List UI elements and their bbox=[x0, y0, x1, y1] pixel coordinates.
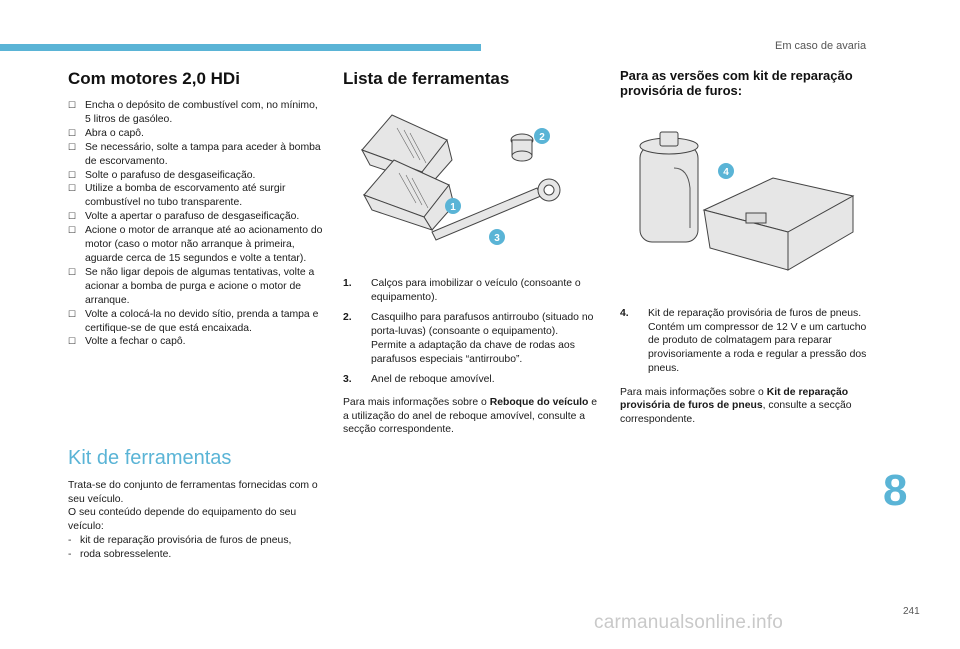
priming-step: ☐ Se não ligar depois de algumas tentativas, volte a acionar a bomba de purga e acione o motor de arranque. bbox=[68, 266, 324, 308]
page-number: 241 bbox=[903, 606, 920, 617]
priming-step: ☐ Acione o motor de arranque até ao acionamento do motor (caso o motor não arranque à primeira, aguarde cerca de 15 segundos e volte a tentar). bbox=[68, 224, 324, 266]
tool-list-heading: Lista de ferramentas bbox=[343, 69, 510, 88]
priming-step: ☐ Volte a fechar o capô. bbox=[68, 335, 324, 349]
callout-4: 4 bbox=[723, 167, 729, 178]
item-text: Anel de reboque amovível. bbox=[371, 374, 495, 386]
engine-heading: Com motores 2,0 HDi bbox=[68, 69, 240, 88]
repair-kit-list bbox=[620, 307, 876, 376]
item-number: 3. bbox=[343, 374, 352, 386]
callout-2: 2 bbox=[539, 132, 545, 143]
header-accent-bar bbox=[0, 44, 481, 51]
callout-1: 1 bbox=[450, 202, 456, 213]
priming-steps-list bbox=[68, 99, 324, 349]
kit-more-link: Kit de reparação provisória de furos de pneus bbox=[620, 386, 849, 412]
repair-kit-items bbox=[620, 307, 876, 427]
repair-kit-heading: Para as versões com kit de reparação provisória de furos: bbox=[620, 68, 853, 98]
watermark: carmanualsonline.info bbox=[594, 612, 784, 633]
wheel-chock-icon bbox=[362, 115, 454, 230]
chapter-number: 8 bbox=[883, 466, 908, 515]
kit-more-suffix: , consulte a secção correspondente. bbox=[620, 400, 852, 425]
toolkit-item: - roda sobresselente. bbox=[68, 548, 324, 562]
item-text: Kit de reparação provisória de furos de pneus. bbox=[648, 308, 862, 319]
column-repair-kit bbox=[620, 68, 876, 98]
toolkit-intro bbox=[68, 479, 324, 562]
tool-more-info bbox=[343, 396, 599, 437]
toolkit-item: - kit de reparação provisória de furos de pneus, bbox=[68, 534, 324, 548]
toolkit-content-text: O seu conteúdo depende do equipamento do seu veículo: bbox=[68, 507, 297, 533]
toolkit-intro-text: Trata-se do conjunto de ferramentas fornecidas com o seu veículo. bbox=[68, 480, 318, 505]
tool-item bbox=[343, 277, 599, 304]
compressor-icon bbox=[704, 178, 853, 270]
priming-step: ☐ Volte a colocá-la no devido sítio, prenda a tampa e certifique-se de que está encaixada. bbox=[68, 308, 324, 336]
kit-more-prefix: Para mais informações sobre o bbox=[620, 386, 767, 398]
more-info-suffix: e a utilização do anel de reboque amovível, consulte a secção correspondente. bbox=[343, 396, 598, 436]
antitheft-socket-icon bbox=[511, 134, 533, 161]
item-extra: Contém um compressor de 12 V e um cartucho de produto de colmatagem para reparar provisoriamente a roda e regular a pressão dos pneus. bbox=[648, 321, 867, 374]
priming-step: ☐ Se necessário, solte a tampa para aceder à bomba de escorvamento. bbox=[68, 141, 324, 169]
priming-step: ☐ Utilize a bomba de escorvamento até surgir combustível no tubo transparente. bbox=[68, 182, 324, 210]
priming-step: ☐ Abra o capô. bbox=[68, 127, 324, 141]
sealant-cartridge-icon bbox=[640, 132, 698, 242]
priming-step: ☐ Solte o parafuso de desgaseificação. bbox=[68, 169, 324, 183]
item-number: 1. bbox=[343, 278, 352, 289]
tool-item bbox=[620, 307, 876, 376]
item-number: 4. bbox=[620, 308, 629, 319]
tool-item bbox=[343, 311, 599, 366]
item-number: 2. bbox=[343, 312, 352, 324]
repair-kit-illustration bbox=[628, 128, 858, 286]
priming-step: ☐ Encha o depósito de combustível com, no mínimo, 5 litros de gasóleo. bbox=[68, 99, 324, 127]
more-info-link: Reboque do veículo bbox=[489, 396, 589, 408]
column-tool-list bbox=[343, 69, 599, 88]
callout-3: 3 bbox=[494, 233, 500, 244]
item-text: Calços para imobilizar o veículo (consoante o equipamento). bbox=[371, 278, 581, 303]
toolkit-heading: Kit de ferramentas bbox=[68, 447, 232, 469]
toolkit-items-list bbox=[68, 534, 324, 562]
priming-step: ☐ Volte a apertar o parafuso de desgaseificação. bbox=[68, 210, 324, 224]
tools-illustration bbox=[352, 110, 572, 250]
repair-kit-more-info bbox=[620, 386, 876, 427]
tool-item bbox=[343, 373, 599, 387]
item-text: Casquilho para parafusos antirroubo (situado no porta-luvas) (consoante o equipamento). bbox=[371, 312, 594, 338]
tool-list bbox=[343, 277, 599, 387]
more-info-prefix: Para mais informações sobre o bbox=[343, 396, 490, 408]
column-engine-priming bbox=[68, 69, 324, 349]
section-title: Em caso de avaria bbox=[775, 40, 867, 52]
item-extra: Permite a adaptação da chave de rodas aos parafusos especiais “antirroubo”. bbox=[371, 339, 575, 365]
tool-list-items bbox=[343, 277, 599, 437]
